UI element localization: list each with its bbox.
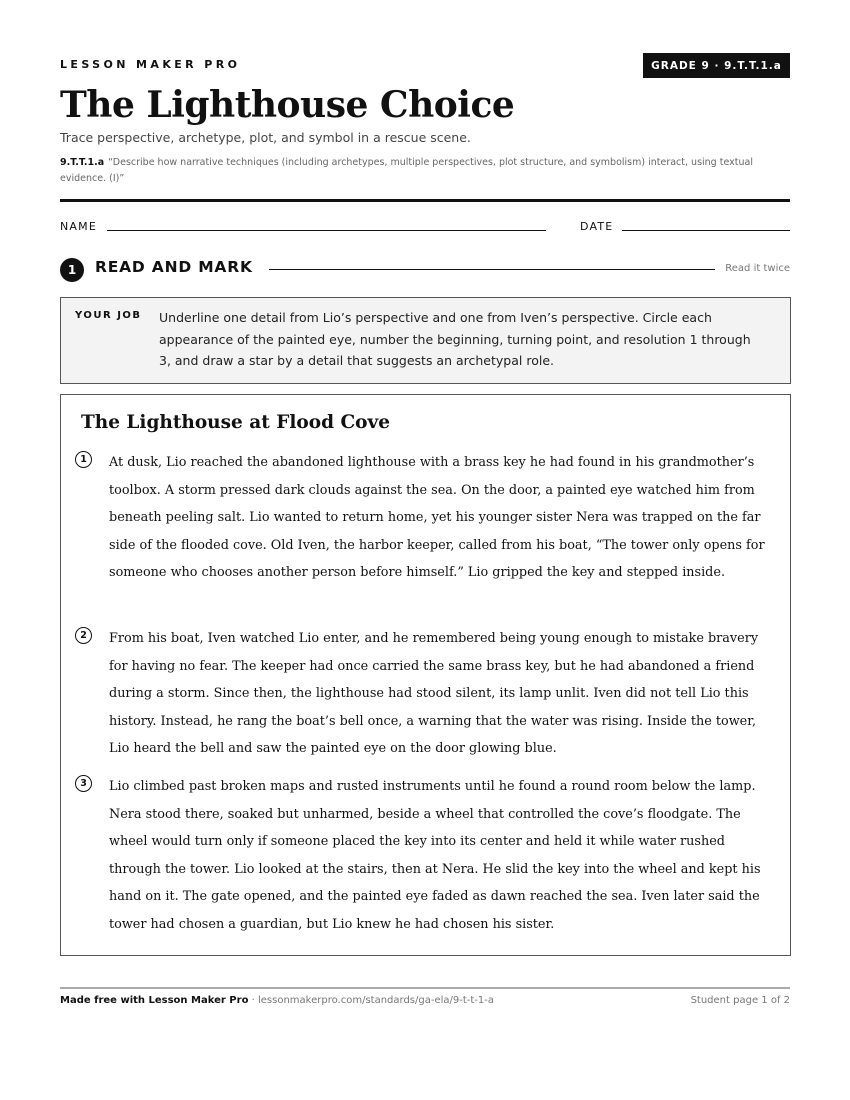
- your-job-label: YOUR JOB: [75, 310, 142, 321]
- paragraph-number: 2: [75, 627, 92, 644]
- section-number: 1: [60, 258, 84, 282]
- page-title: The Lighthouse Choice: [60, 84, 515, 126]
- footer-divider: [60, 987, 790, 989]
- paragraph-number: 3: [75, 775, 92, 792]
- brand-name: LESSON MAKER PRO: [60, 58, 241, 71]
- grade-badge: GRADE 9 · 9.T.T.1.a: [643, 53, 790, 78]
- standard-text: “Describe how narrative techniques (including archetypes, multiple perspectives, plot structure, and symbolism) interact, using textual evidence. (I)”: [60, 157, 753, 184]
- footer-separator: ·: [248, 995, 258, 1006]
- your-job-instructions: Underline one detail from Lio’s perspective and one from Iven’s perspective. Circle each appearance of the painted eye, number the beginning, turning point, and resolution 1 through 3, and draw a star by a detail that suggests an archetypal role.: [159, 310, 751, 368]
- paragraph-text: At dusk, Lio reached the abandoned lighthouse with a brass key he had found in his grandmother’s toolbox. A storm pressed dark clouds against the sea. On the door, a painted eye watched him from beneath peeling salt. Lio wanted to return home, yet his younger sister Nera was trapped on the far side of the flooded cove. Old Iven, the harbor keeper, called from his boat, “The tower only opens for someone who chooses another person before himself.” Lio gripped the key and stepped inside.: [109, 455, 765, 581]
- footer-page-number: Student page 1 of 2: [690, 995, 790, 1006]
- date-field[interactable]: [622, 230, 790, 231]
- date-label: DATE: [580, 220, 614, 233]
- name-label: NAME: [60, 220, 97, 233]
- paragraph-text: From his boat, Iven watched Lio enter, and he remembered being young enough to mistake bravery for having no fear. The keeper had once carried the same brass key, but he had abandoned a friend during a storm. Since then, the lighthouse had stood silent, its lamp unlit. Iven did not tell Lio this history. Instead, he rang the boat’s bell once, a warning that the water was rising. Inside the tower, Lio heard the bell and saw the painted eye on the door glowing blue.: [109, 631, 759, 757]
- paragraph-text: Lio climbed past broken maps and rusted instruments until he found a round room below the lamp. Nera stood there, soaked but unharmed, beside a wheel that controlled the cove’s floodgate. The wheel would turn only if someone placed the key into its center and held it while water rushed through the tower. Lio looked at the stairs, then at Nera. He slid the key into the wheel and kept his hand on it. The gate opened, and the painted eye faded as dawn reached the sea. Iven later said the tower had chosen a guardian, but Lio knew he had chosen his sister.: [109, 779, 761, 932]
- name-field[interactable]: [107, 230, 546, 231]
- standard-code: 9.T.T.1.a: [60, 157, 105, 168]
- your-job-box: [60, 297, 791, 384]
- reading-passage: [60, 394, 791, 956]
- section-note: Read it twice: [725, 263, 790, 274]
- section-title: READ AND MARK: [95, 258, 253, 276]
- section-divider: [269, 269, 715, 270]
- passage-title: The Lighthouse at Flood Cove: [81, 412, 391, 433]
- paragraph-number: 1: [75, 451, 92, 468]
- footer-credit: [60, 995, 494, 1006]
- footer-url[interactable]: lessonmakerpro.com/standards/ga-ela/9-t-t-1-a: [257, 995, 495, 1006]
- footer-made-with: Made free with Lesson Maker Pro: [60, 995, 249, 1006]
- page-subtitle: Trace perspective, archetype, plot, and symbol in a rescue scene.: [60, 130, 471, 145]
- header-divider: [60, 199, 790, 202]
- standard-description: [60, 155, 795, 187]
